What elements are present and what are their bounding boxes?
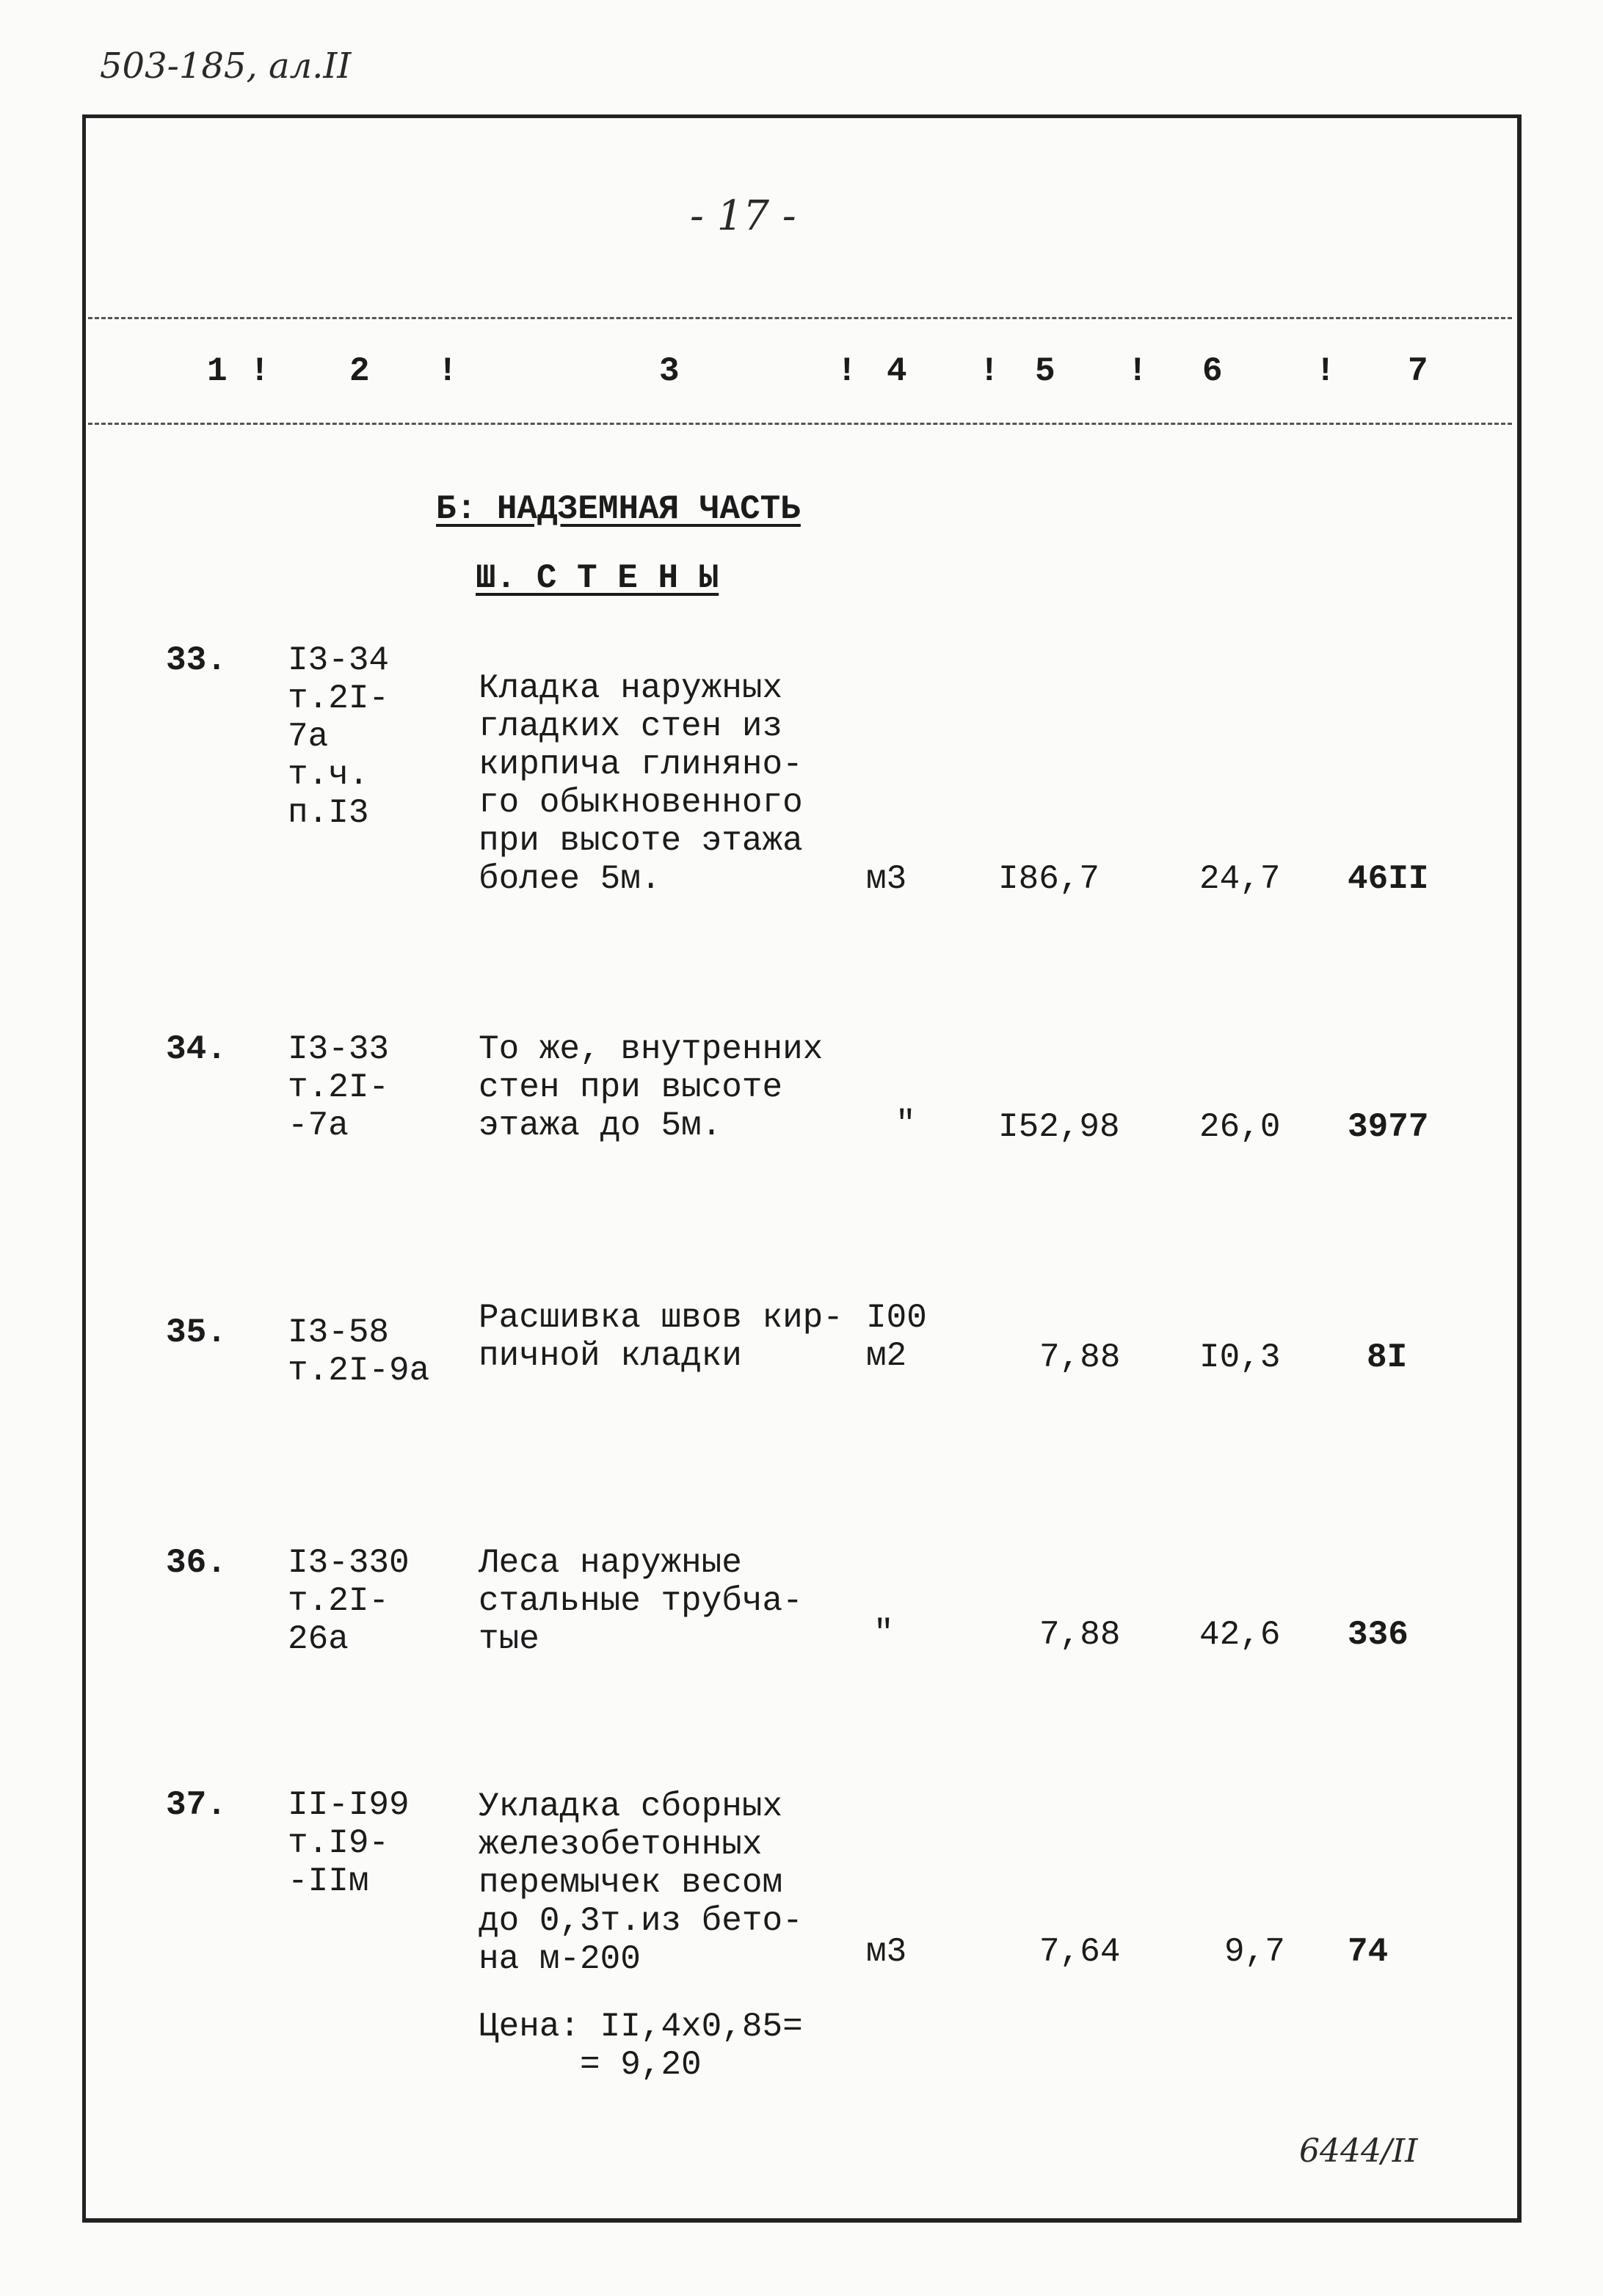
unit-price: 9,7 <box>1224 1933 1285 1971</box>
norm-code: I3-33 т.2I- -7а <box>288 1030 390 1145</box>
row-number: 33. <box>166 641 227 679</box>
quantity: 7,64 <box>1039 1933 1121 1971</box>
unit-price: 26,0 <box>1199 1108 1281 1146</box>
work-description: Леса наружные стальные трубча- тые <box>479 1544 803 1658</box>
row-number: 36. <box>166 1544 227 1582</box>
norm-code: I3-330 т.2I- 26а <box>288 1544 410 1658</box>
total-cost: 74 <box>1348 1933 1389 1971</box>
column-header-2: 2 <box>349 352 370 390</box>
norm-code: I3-34 т.2I- 7а т.ч. п.I3 <box>288 641 390 832</box>
column-header-1: 1 <box>207 352 228 390</box>
unit-price: 42,6 <box>1199 1616 1281 1654</box>
unit-price: I0,3 <box>1199 1338 1281 1377</box>
unit: I00 м2 <box>866 1299 927 1375</box>
total-cost: 3977 <box>1348 1108 1429 1146</box>
section-title: Б: НАДЗЕМНАЯ ЧАСТЬ <box>436 490 801 528</box>
row-number: 34. <box>166 1030 227 1068</box>
unit: м3 <box>866 1933 907 1971</box>
column-header-row: 1 ! 2 ! 3 ! 4 ! 5 ! 6 ! 7 <box>207 352 1428 390</box>
total-cost: 8I <box>1367 1338 1408 1377</box>
header-note: 503-185, ал.II <box>100 45 352 87</box>
work-description: То же, внутренних стен при высоте этажа до 5м. <box>479 1030 824 1145</box>
page-number: - 17 - <box>690 192 796 240</box>
unit: " <box>873 1614 894 1652</box>
subsection-title: Ш. С Т Е Н Ы <box>476 559 719 597</box>
header-bottom-rule <box>88 423 1512 425</box>
quantity: 7,88 <box>1039 1616 1121 1654</box>
column-header-3: 3 <box>659 352 680 390</box>
quantity: 7,88 <box>1039 1338 1121 1377</box>
unit: м3 <box>866 860 907 898</box>
total-cost: 46II <box>1348 860 1429 898</box>
norm-code: II-I99 т.I9- -IIм <box>288 1786 410 1900</box>
norm-code: I3-58 т.2I-9а <box>288 1313 430 1390</box>
quantity: I86,7 <box>998 860 1100 898</box>
unit-price: 24,7 <box>1199 860 1281 898</box>
row-number: 37. <box>166 1786 227 1824</box>
work-description: Укладка сборных железобетонных перемычек весом до 0,3т.из бето- на м-200 <box>479 1787 803 1978</box>
column-header-4: 4 <box>887 352 907 390</box>
column-header-7: 7 <box>1408 352 1428 390</box>
row-number: 35. <box>166 1313 227 1352</box>
unit: " <box>895 1105 916 1143</box>
header-top-rule <box>88 317 1512 319</box>
quantity: I52,98 <box>998 1108 1120 1146</box>
total-cost: 336 <box>1348 1616 1408 1654</box>
bottom-stamp: 6444/II <box>1299 2132 1418 2170</box>
work-description: Кладка наружных гладких стен из кирпича глиняно- го обыкновенного при высоте этажа более 5м. <box>479 669 803 898</box>
price-calculation-note: Цена: II,4х0,85= = 9,20 <box>479 2008 803 2084</box>
column-header-6: 6 <box>1202 352 1223 390</box>
column-header-5: 5 <box>1035 352 1055 390</box>
work-description: Расшивка швов кир- пичной кладки <box>479 1299 843 1375</box>
